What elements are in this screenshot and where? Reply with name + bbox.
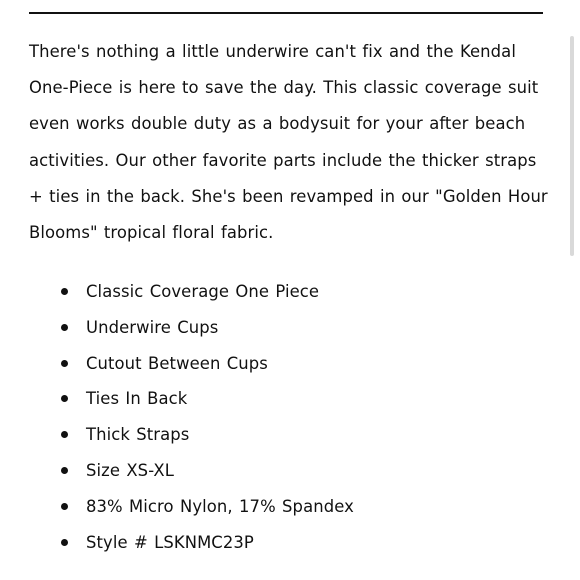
bullet-icon xyxy=(61,288,68,295)
product-description: There's nothing a little underwire can't fix and the Kendal One-Piece is here to save the day. This classic coverage suit even works double duty as a bodysuit for your after beach activities. Our other favorite parts include the thicker straps + ties in the back. She's been revamped in our "Golden Hour Blooms" tropical floral fabric. xyxy=(29,42,548,243)
list-item xyxy=(29,417,549,453)
feature-label: Classic Coverage One Piece xyxy=(86,282,320,301)
feature-label: Ties In Back xyxy=(86,389,188,409)
bullet-icon xyxy=(61,467,68,474)
bullet-icon xyxy=(61,431,68,438)
list-item xyxy=(29,346,549,382)
list-item xyxy=(29,489,549,525)
list-item xyxy=(29,310,549,346)
bullet-icon xyxy=(61,539,68,546)
list-item xyxy=(29,381,549,417)
bullet-icon xyxy=(61,395,68,402)
feature-label: 83% Micro Nylon, 17% Spandex xyxy=(86,496,354,516)
feature-label: Style # LSKNMC23P xyxy=(86,532,254,552)
bullet-icon xyxy=(61,324,68,331)
feature-label: Underwire Cups xyxy=(86,317,219,337)
bullet-icon xyxy=(61,503,68,510)
list-item xyxy=(29,525,549,561)
list-item xyxy=(29,274,549,310)
list-item xyxy=(29,453,549,489)
bullet-icon xyxy=(61,360,68,367)
feature-label: Cutout Between Cups xyxy=(86,353,268,373)
feature-label: Size XS-XL xyxy=(86,460,174,480)
scrollbar[interactable] xyxy=(570,36,574,256)
feature-list xyxy=(29,274,549,560)
top-divider xyxy=(29,12,543,14)
feature-label: Thick Straps xyxy=(86,425,190,445)
